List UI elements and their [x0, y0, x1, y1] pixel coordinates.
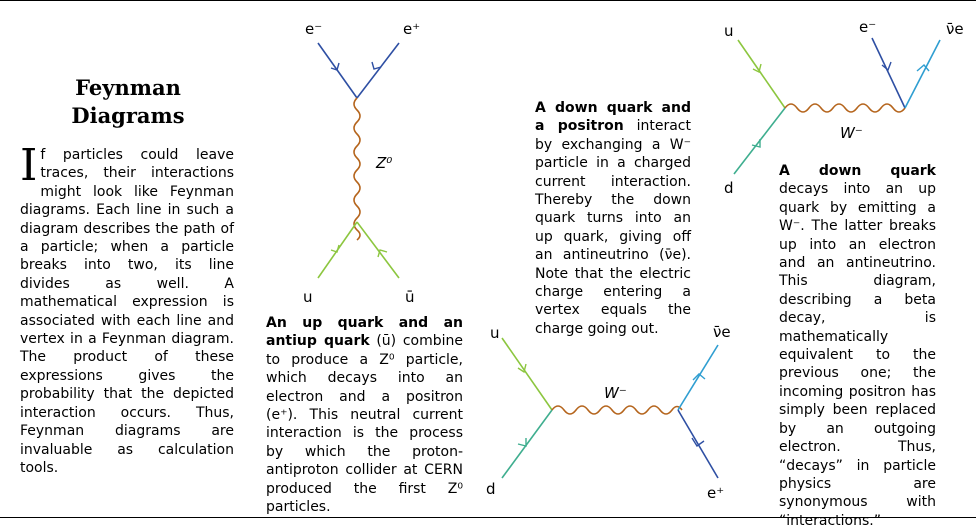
label-z-boson: Z⁰	[376, 154, 393, 172]
positron-arrow	[372, 62, 381, 69]
caption-text: interact by exchanging a W⁻ particle in a charged current interaction. Thereby the down quark turns into an up quark, giving off an antineutrino (ν̄e). Note that the electric charge entering a vertex equals the charge going out.	[535, 118, 691, 337]
z-boson-wave	[354, 98, 360, 240]
label-electron: e⁻	[859, 18, 877, 36]
label-positron: e⁺	[707, 484, 725, 502]
drop-cap: I	[20, 140, 38, 191]
caption-bold: A down quark	[779, 163, 936, 179]
positron-line	[678, 410, 718, 478]
label-electron: e⁻	[305, 20, 323, 38]
caption-beta-decay	[779, 162, 936, 530]
label-up-quark: u	[490, 324, 500, 342]
label-down-quark: d	[486, 480, 496, 498]
label-w-boson: W⁻	[604, 384, 627, 402]
caption-z-boson	[266, 314, 463, 516]
up-quark-line	[738, 40, 785, 108]
caption-text: (ū) combine to produce a Z⁰ particle, which decays into an electron and a positron (e⁺). This neutral current interaction is the process by which the proton-antiproton collider at CERN produced the first Z⁰ particles.	[266, 333, 463, 516]
antineutrino-line	[678, 345, 718, 410]
label-down-quark: d	[724, 179, 734, 197]
label-w-boson: W⁻	[840, 124, 863, 142]
label-antineutrino: ν̄e	[946, 20, 964, 38]
label-up-quark: u	[724, 22, 734, 40]
label-positron: e⁺	[403, 20, 421, 38]
label-antineutrino: ν̄e	[713, 323, 731, 341]
down-quark-arrow	[518, 438, 526, 446]
diagram-charged-current	[486, 323, 731, 502]
antineutrino-line	[905, 40, 940, 108]
positron-arrow	[692, 438, 704, 446]
diagram-z-boson	[303, 20, 420, 306]
caption-text: decays into an up quark by emitting a W⁻. The latter breaks up into an electron and an antineutrino. This diagram, describing a beta decay, is mathematically equivalent to the previous one; the incoming positron has simply been replaced by an outgoing electron. Thus, “decays” in particle physics are synonymous with “interactions.”	[779, 181, 936, 529]
w-boson-wave	[785, 104, 905, 112]
positron-line	[357, 43, 399, 98]
page-title: Feynman Diagrams	[71, 75, 185, 128]
caption-bold: A down quark and a positron	[535, 100, 691, 135]
up-quark-line	[502, 338, 552, 410]
label-up-quark: u	[303, 288, 313, 306]
intro-text: f particles could leave traces, their interactions might look like Feynman diagrams. Each line in such a diagram describes the path of a particle; when a particle breaks into two, its line divides as well. A mathematical expression is associated with each line and vertex in a Feynman diagram. The product of these expressions gives the probability that the depicted interaction occurs. Thus, Feynman diagrams are invaluable as calculation tools.	[20, 147, 234, 476]
down-quark-line	[502, 410, 552, 478]
up-quark-arrow	[331, 245, 339, 252]
caption-charged-current	[535, 99, 691, 338]
electron-line	[872, 38, 905, 108]
label-antiup-quark: ū	[405, 288, 415, 306]
antiup-quark-line	[357, 222, 399, 278]
w-boson-wave	[552, 406, 682, 414]
caption-bold: An up quark and an antiup quark	[266, 315, 463, 350]
